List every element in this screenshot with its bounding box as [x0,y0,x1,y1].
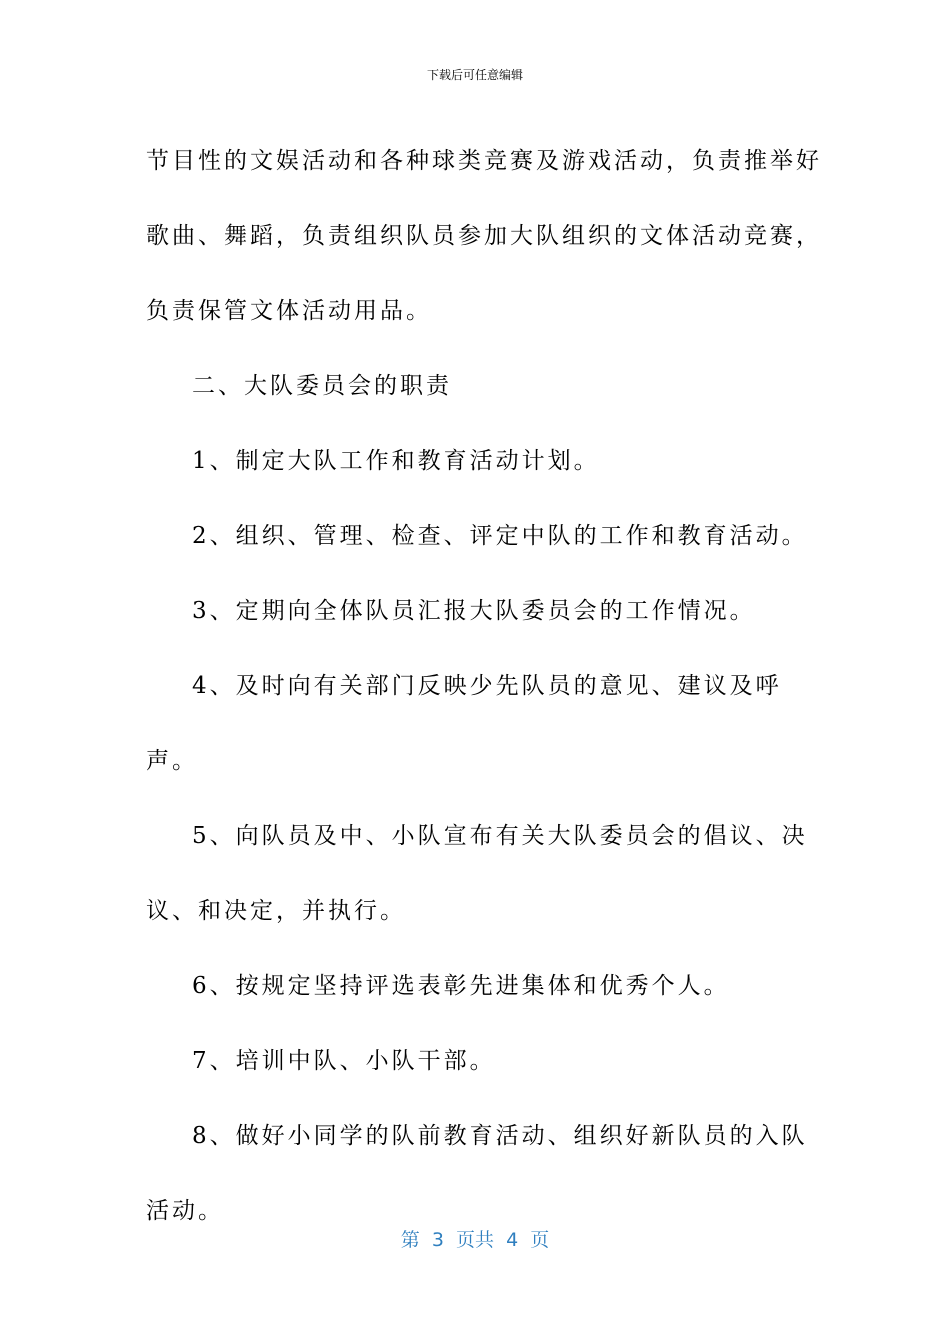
list-item: 7、培训中队、小队干部。 [192,1048,496,1074]
page-number: 第 3 页共 4 页 [400,1229,550,1251]
list-item: 1、制定大队工作和教育活动计划。 [192,448,600,474]
page-header: 下载后可任意编辑 [426,68,523,82]
paragraph-continuation: 节目性的文娱活动和各种球类竞赛及游戏活动，负责推举好歌曲、舞蹈，负责组织队员参加大队组织的文体活动竞赛，负责保管文体活动用品。 [146,148,822,324]
document-body [146,124,826,1249]
list-item: 8、做好小同学的队前教育活动、组织好新队员的入队活动。 [146,1123,808,1224]
list-item: 3、定期向全体队员汇报大队委员会的工作情况。 [192,598,756,624]
list-item: 5、向队员及中、小队宣布有关大队委员会的倡议、决议、和决定，并执行。 [146,823,808,924]
list-item: 2、组织、管理、检查、评定中队的工作和教育活动。 [192,523,808,549]
list-item: 6、按规定坚持评选表彰先进集体和优秀个人。 [192,973,730,999]
section-heading: 二、大队委员会的职责 [192,373,452,399]
list-item: 4、及时向有关部门反映少先队员的意见、建议及呼声。 [146,673,782,774]
